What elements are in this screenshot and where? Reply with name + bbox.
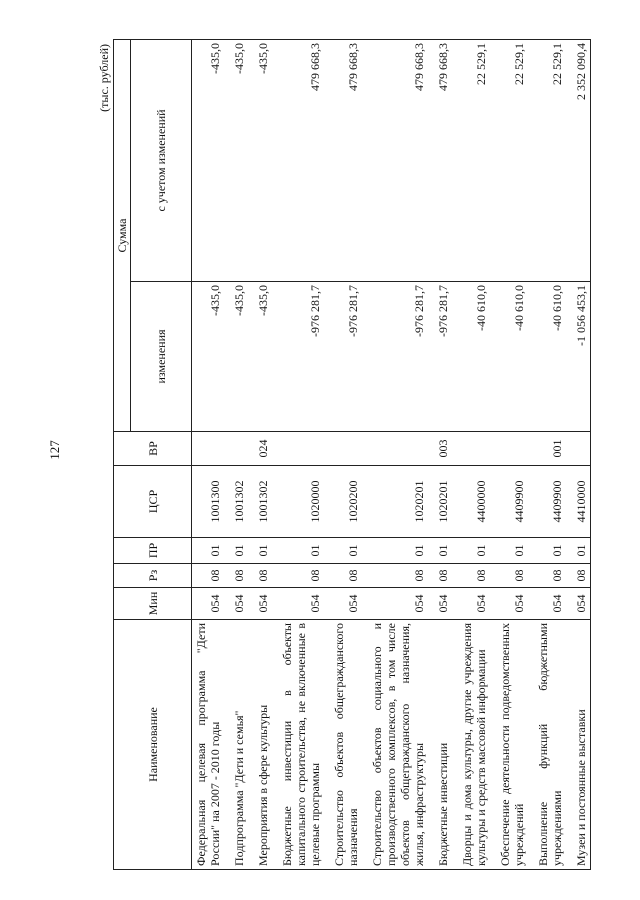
cell-pr: 01 — [230, 538, 248, 564]
cell-pr: 01 — [368, 538, 428, 564]
cell-vr: 003 — [434, 432, 452, 466]
cell-change: -1 056 453,1 — [572, 282, 591, 432]
cell-csr: 4400000 — [458, 466, 490, 538]
cell-total: -435,0 — [254, 39, 272, 281]
table-row — [572, 39, 591, 869]
cell-min: 054 — [496, 588, 528, 620]
cell-total: 479 668,3 — [434, 39, 452, 281]
cell-vr — [368, 432, 428, 466]
table-row — [534, 39, 566, 869]
cell-pr: 01 — [572, 538, 591, 564]
cell-csr: 4410000 — [572, 466, 591, 538]
cell-csr: 4409900 — [534, 466, 566, 538]
cell-name: Подпрограмма "Дети и семья" — [230, 620, 248, 870]
cell-min: 054 — [458, 588, 490, 620]
cell-vr — [496, 432, 528, 466]
cell-change: -40 610,0 — [458, 282, 490, 432]
table-row — [254, 39, 272, 869]
table-row — [330, 39, 362, 869]
cell-name: Бюджетные инвестиции в объекты капитального строительства, не включенные в целевые программы — [278, 620, 324, 870]
cell-vr — [572, 432, 591, 466]
budget-table — [113, 39, 591, 870]
cell-min: 054 — [368, 588, 428, 620]
cell-vr — [330, 432, 362, 466]
cell-csr: 1001302 — [254, 466, 272, 538]
cell-vr — [230, 432, 248, 466]
cell-csr: 4409900 — [496, 466, 528, 538]
cell-pr: 01 — [254, 538, 272, 564]
cell-rz: 08 — [534, 564, 566, 588]
cell-csr: 1020201 — [368, 466, 428, 538]
cell-name: Выполнение функций бюджетными учреждениями — [534, 620, 566, 870]
cell-total: 479 668,3 — [330, 39, 362, 281]
cell-name: Обеспечение деятельности подведомственных учреждений — [496, 620, 528, 870]
cell-csr: 1020200 — [330, 466, 362, 538]
cell-rz: 08 — [278, 564, 324, 588]
cell-name: Строительство объектов социального и производственного комплексов, в том числе объектов общегражданского назначения, жилья, инфраструктуры — [368, 620, 428, 870]
units-label: (тыс. рублей) — [97, 44, 111, 112]
cell-total: -435,0 — [192, 39, 225, 281]
cell-rz: 08 — [230, 564, 248, 588]
cell-total: 479 668,3 — [368, 39, 428, 281]
cell-min: 054 — [230, 588, 248, 620]
cell-name: Строительство объектов общегражданского назначения — [330, 620, 362, 870]
cell-pr: 01 — [458, 538, 490, 564]
cell-name: Мероприятия в сфере культуры — [254, 620, 272, 870]
page-number: 127 — [47, 440, 62, 460]
header-sum: Сумма — [114, 39, 131, 431]
table-row — [368, 39, 428, 869]
cell-vr: 024 — [254, 432, 272, 466]
cell-pr: 01 — [434, 538, 452, 564]
cell-vr — [278, 432, 324, 466]
header-min: Мин — [114, 588, 192, 620]
cell-csr: 1020000 — [278, 466, 324, 538]
cell-min: 054 — [434, 588, 452, 620]
header-pr: ПР — [114, 538, 192, 564]
cell-rz: 08 — [192, 564, 225, 588]
table-row — [496, 39, 528, 869]
cell-pr: 01 — [278, 538, 324, 564]
table-row — [192, 39, 225, 869]
cell-change: -976 281,7 — [368, 282, 428, 432]
header-with-changes: с учетом изменений — [131, 39, 192, 281]
cell-rz: 08 — [434, 564, 452, 588]
cell-name: Дворцы и дома культуры, другие учреждения культуры и средств массовой информации — [458, 620, 490, 870]
cell-vr: 001 — [534, 432, 566, 466]
cell-min: 054 — [278, 588, 324, 620]
cell-total: 22 529,1 — [534, 39, 566, 281]
cell-rz: 08 — [458, 564, 490, 588]
cell-vr — [192, 432, 225, 466]
cell-rz: 08 — [572, 564, 591, 588]
cell-change: -976 281,7 — [434, 282, 452, 432]
table-row — [434, 39, 452, 869]
cell-change: -40 610,0 — [496, 282, 528, 432]
cell-change: -40 610,0 — [534, 282, 566, 432]
cell-change: -976 281,7 — [330, 282, 362, 432]
cell-rz: 08 — [330, 564, 362, 588]
table-row — [458, 39, 490, 869]
cell-total: 22 529,1 — [458, 39, 490, 281]
cell-rz: 08 — [254, 564, 272, 588]
cell-min: 054 — [572, 588, 591, 620]
cell-csr: 1020201 — [434, 466, 452, 538]
cell-vr — [458, 432, 490, 466]
budget-rows — [192, 39, 591, 869]
cell-total: 22 529,1 — [496, 39, 528, 281]
cell-total: -435,0 — [230, 39, 248, 281]
header-csr: ЦСР — [114, 466, 192, 538]
cell-pr: 01 — [330, 538, 362, 564]
table-row — [230, 39, 248, 869]
cell-min: 054 — [534, 588, 566, 620]
header-change: изменения — [131, 282, 192, 432]
header-vr: ВР — [114, 432, 192, 466]
cell-name: Федеральная целевая программа "Дети России" на 2007 - 2010 годы — [192, 620, 225, 870]
cell-total: 2 352 090,4 — [572, 39, 591, 281]
cell-csr: 1001302 — [230, 466, 248, 538]
cell-total: 479 668,3 — [278, 39, 324, 281]
cell-change: -435,0 — [192, 282, 225, 432]
cell-min: 054 — [254, 588, 272, 620]
cell-rz: 08 — [496, 564, 528, 588]
cell-rz: 08 — [368, 564, 428, 588]
cell-change: -435,0 — [230, 282, 248, 432]
cell-name: Бюджетные инвестиции — [434, 620, 452, 870]
cell-min: 054 — [330, 588, 362, 620]
table-row — [278, 39, 324, 869]
cell-min: 054 — [192, 588, 225, 620]
cell-name: Музеи и постоянные выставки — [572, 620, 591, 870]
cell-csr: 1001300 — [192, 466, 225, 538]
cell-change: -435,0 — [254, 282, 272, 432]
cell-change: -976 281,7 — [278, 282, 324, 432]
cell-pr: 01 — [534, 538, 566, 564]
cell-pr: 01 — [496, 538, 528, 564]
budget-sheet — [95, 40, 588, 870]
header-rz: Рз — [114, 564, 192, 588]
header-name: Наименование — [114, 620, 192, 870]
cell-pr: 01 — [192, 538, 225, 564]
